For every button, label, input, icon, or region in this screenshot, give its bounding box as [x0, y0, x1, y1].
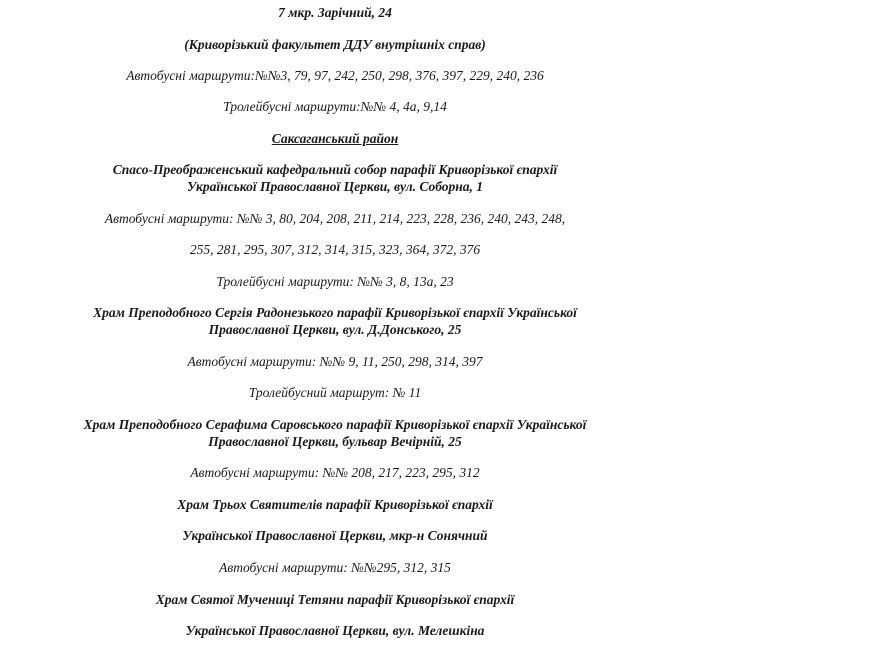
bus-routes-line: 255, 281, 295, 307, 312, 314, 315, 323, 364, 372, 376 — [189, 242, 481, 257]
district-heading: Саксаганський район — [271, 131, 399, 146]
church-title-line: Православної Церкви, вул. Д.Донського, 25 — [208, 322, 462, 337]
church-title-line: Української Православної Церкви, вул. Мелешкіна — [185, 623, 485, 638]
bus-routes-line: Автобусні маршрути:№№3, 79, 97, 242, 250, 298, 376, 397, 229, 240, 236 — [126, 68, 544, 83]
bus-routes-line: Автобусні маршрути: №№ 9, 11, 250, 298, 314, 397 — [187, 354, 483, 369]
church-title-line: Храм Преподобного Серафима Саровського парафії Криворізької єпархії Української — [83, 417, 587, 432]
trolleybus-routes-line: Тролейбусні маршрути: №№ 3, 8, 13а, 23 — [216, 274, 454, 289]
trolleybus-routes-line: Тролейбусні маршрути:№№ 4, 4а, 9,14 — [223, 99, 447, 114]
institution-line: (Криворізький факультет ДДУ внутрішніх справ) — [184, 37, 486, 52]
trolleybus-routes-line: Тролейбусний маршрут: № 11 — [248, 385, 422, 400]
bus-routes-line: Автобусні маршрути: №№ 3, 80, 204, 208, 211, 214, 223, 228, 236, 240, 243, 248, — [104, 211, 566, 226]
bus-routes-line: Автобусні маршрути: №№ 208, 217, 223, 295, 312 — [190, 465, 480, 480]
church-title-line: Храм Преподобного Сергія Радонезького парафії Криворізької єпархії Української — [93, 305, 577, 320]
church-title-line: Спасо-Преображенський кафедральний собор парафії Криворізької єпархії — [112, 162, 558, 177]
address-line: 7 мкр. Зарічний, 24 — [278, 5, 392, 20]
church-title-line: Української Православної Церкви, мкр-н Сонячний — [182, 528, 488, 543]
church-title-line: Храм Трьох Святителів парафії Криворізької єпархії — [177, 497, 493, 512]
church-title-line: Храм Святої Мучениці Тетяни парафії Криворізької єпархії — [155, 592, 515, 607]
church-title-line: Української Православної Церкви, вул. Соборна, 1 — [186, 179, 484, 194]
bus-routes-line: Автобусні маршрути: №№295, 312, 315 — [219, 560, 451, 575]
church-title-line: Православної Церкви, бульвар Вечірній, 25 — [208, 434, 462, 449]
